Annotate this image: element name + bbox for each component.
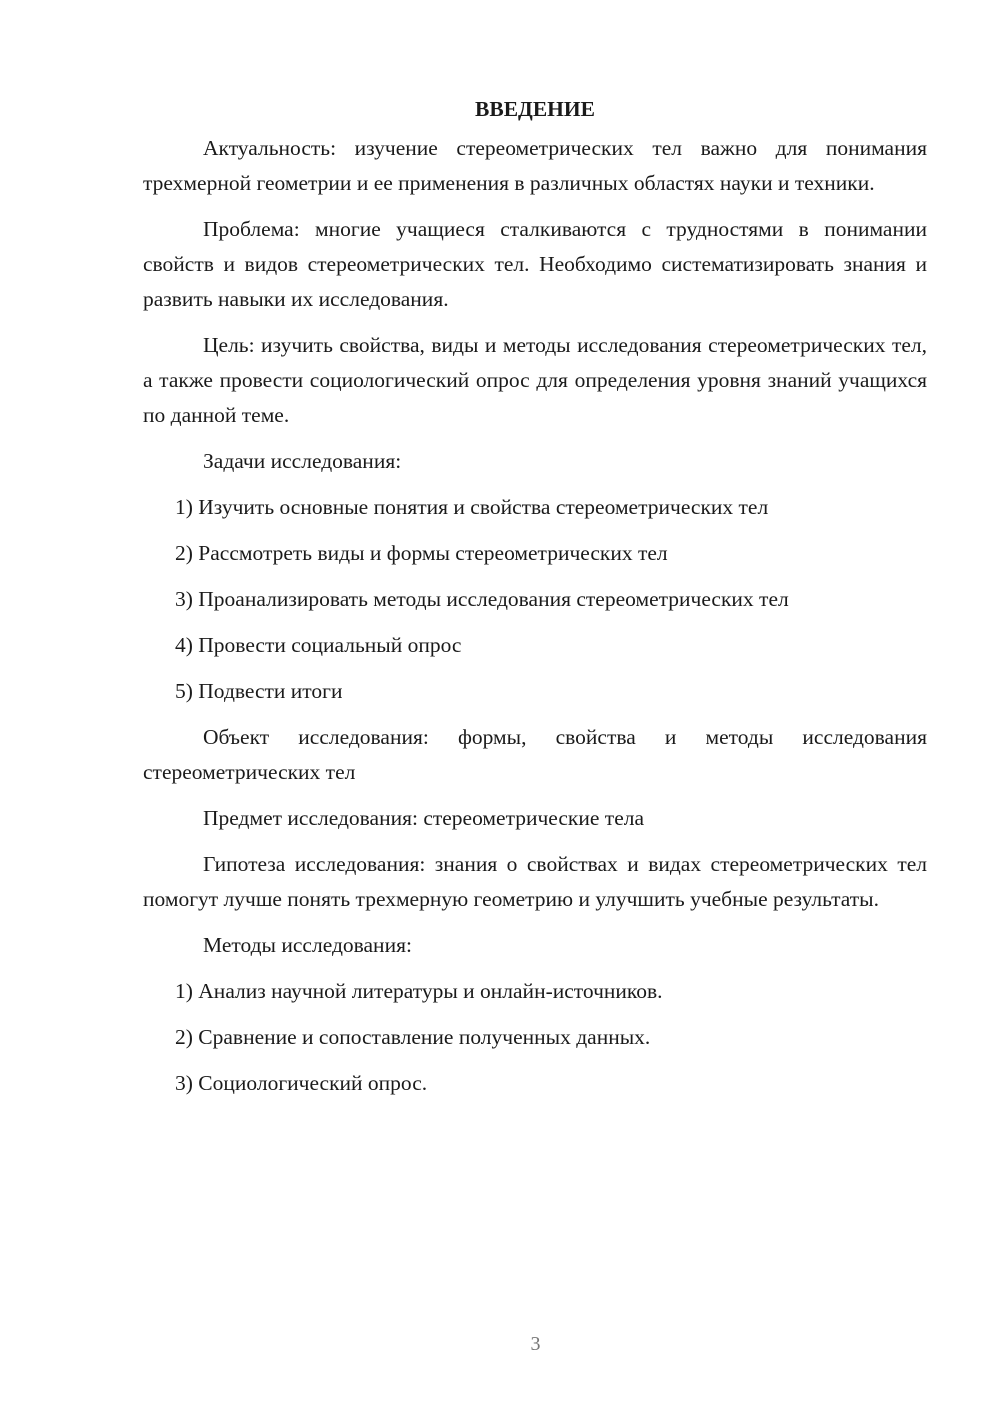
tasks-heading: Задачи исследования: <box>203 449 402 473</box>
task-item: 1) Изучить основные понятия и свойства стереометрических тел <box>175 495 769 519</box>
goal-paragraph: Цель: изучить свойства, виды и методы исследования стереометрических тел, а также провести социологический опрос для определения уровня знаний учащихся по данной теме. <box>143 333 927 427</box>
task-item: 4) Провести социальный опрос <box>175 633 462 657</box>
problem-paragraph: Проблема: многие учащиеся сталкиваются с трудностями в понимании свойств и видов стереометрических тел. Необходимо систематизировать знания и развить навыки их исследования. <box>143 217 927 311</box>
method-item: 1) Анализ научной литературы и онлайн-источников. <box>175 979 663 1003</box>
task-item: 3) Проанализировать методы исследования стереометрических тел <box>175 587 789 611</box>
subject-paragraph: Предмет исследования: стереометрические тела <box>203 806 645 830</box>
relevance-paragraph: Актуальность: изучение стереометрических тел важно для понимания трехмерной геометрии и ее применения в различных областях науки и техники. <box>143 136 927 195</box>
document-page <box>143 92 927 1112</box>
task-item: 5) Подвести итоги <box>175 679 343 703</box>
task-item: 2) Рассмотреть виды и формы стереометрических тел <box>175 541 668 565</box>
hypothesis-paragraph: Гипотеза исследования: знания о свойствах и видах стереометрических тел помогут лучше понять трехмерную геометрию и улучшить учебные результаты. <box>143 852 927 911</box>
page-title: ВВЕДЕНИЕ <box>475 97 595 121</box>
method-item: 3) Социологический опрос. <box>175 1071 428 1095</box>
page-number: 3 <box>530 1333 541 1355</box>
methods-heading: Методы исследования: <box>203 933 412 957</box>
method-item: 2) Сравнение и сопоставление полученных данных. <box>175 1025 651 1049</box>
object-paragraph: Объект исследования: формы, свойства и методы исследования стереометрических тел <box>143 725 927 784</box>
